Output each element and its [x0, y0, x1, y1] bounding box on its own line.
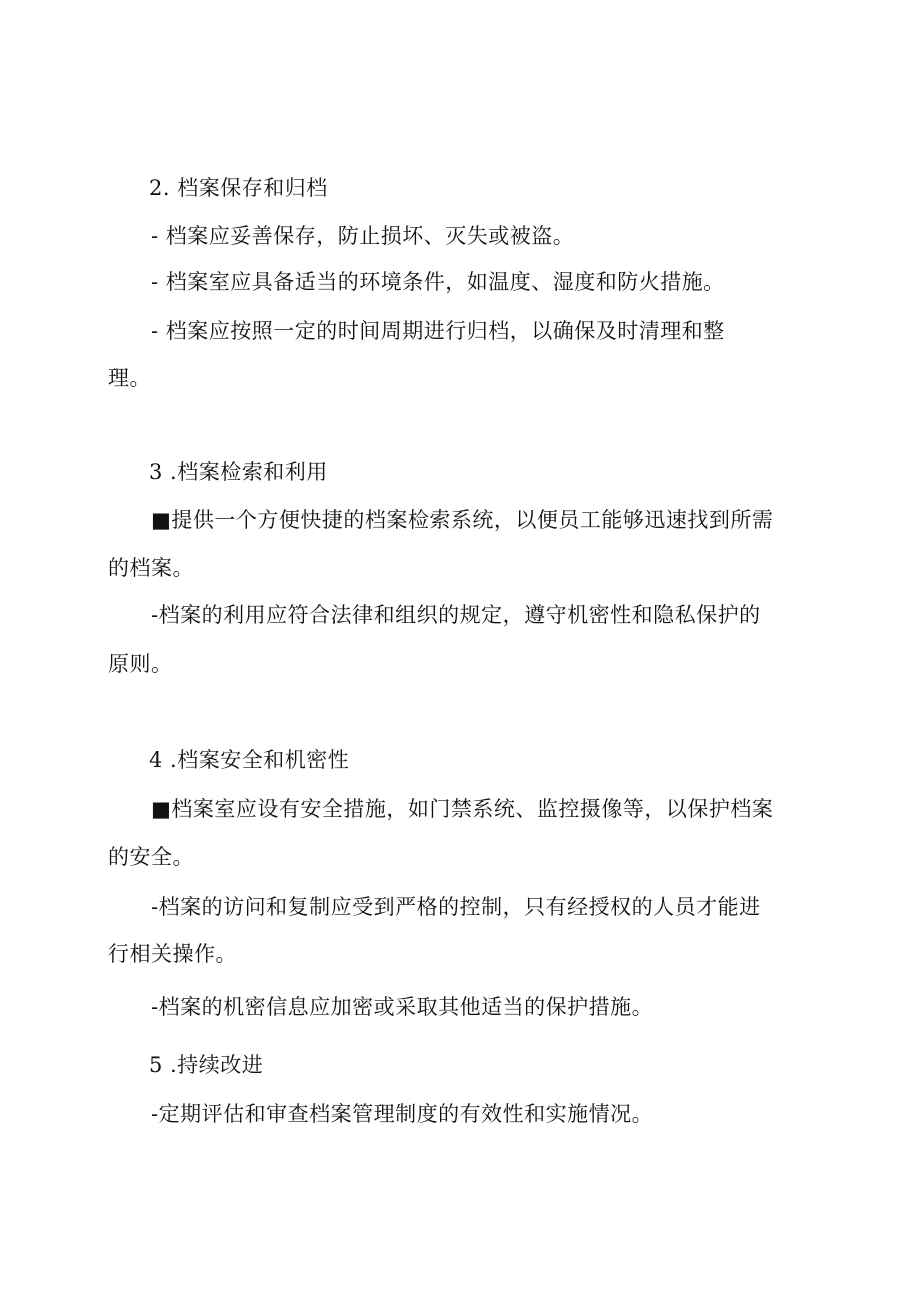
- section-heading: 3 .档案检索和利用: [149, 460, 328, 484]
- list-item-continuation: 原则。: [108, 652, 173, 676]
- list-item-continuation: 的安全。: [108, 845, 194, 869]
- section-heading: 4 .档案安全和机密性: [149, 748, 350, 772]
- list-item-continuation: 行相关操作。: [108, 942, 237, 966]
- section-heading: 5 .持续改进: [149, 1053, 264, 1077]
- list-item: - 档案应按照一定的时间周期进行归档，以确保及时清理和整: [151, 319, 725, 343]
- list-item: ■档案室应设有安全措施，如门禁系统、监控摄像等，以保护档案: [151, 797, 774, 821]
- list-item: -定期评估和审查档案管理制度的有效性和实施情况。: [151, 1102, 654, 1126]
- list-item: - 档案应妥善保存，防止损坏、灭失或被盗。: [151, 224, 575, 248]
- list-item: -档案的访问和复制应受到严格的控制，只有经授权的人员才能进: [151, 895, 761, 919]
- list-item: ■提供一个方便快捷的档案检索系统，以便员工能够迅速找到所需: [151, 508, 774, 532]
- list-item: - 档案室应具备适当的环境条件，如温度、湿度和防火措施。: [151, 270, 725, 294]
- section-heading: 2. 档案保存和归档: [149, 176, 328, 200]
- list-item: -档案的机密信息应加密或采取其他适当的保护措施。: [151, 995, 654, 1019]
- list-item-continuation: 的档案。: [108, 556, 194, 580]
- list-item-continuation: 理。: [108, 366, 151, 390]
- list-item: -档案的利用应符合法律和组织的规定，遵守机密性和隐私保护的: [151, 603, 761, 627]
